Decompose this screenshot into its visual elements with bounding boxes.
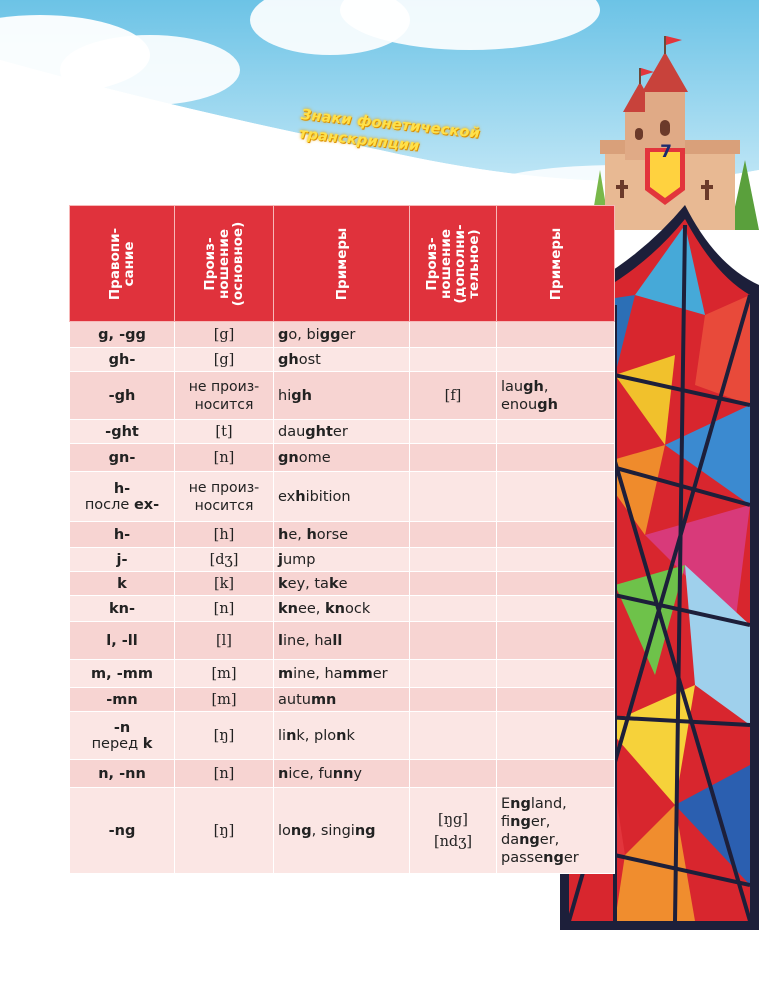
pronunciation-cell bbox=[175, 444, 274, 472]
example-text: orse bbox=[316, 526, 349, 543]
example-text: er bbox=[563, 849, 579, 866]
highlighted-letters: m bbox=[278, 665, 294, 682]
example-text: passe bbox=[501, 849, 544, 866]
pronunciation-cell bbox=[175, 622, 274, 660]
header-spelling: Правопи- сание bbox=[70, 206, 175, 322]
example-text: autu bbox=[278, 691, 311, 708]
pronunciation-additional-cell bbox=[410, 572, 497, 596]
highlighted-letters: n bbox=[286, 727, 297, 744]
examples-cell bbox=[274, 420, 410, 444]
table-row bbox=[70, 660, 615, 688]
pronunciation-cell bbox=[175, 472, 274, 522]
example-line bbox=[501, 832, 559, 848]
example-line bbox=[501, 379, 548, 395]
spelling-cell bbox=[70, 348, 175, 372]
examples-cell bbox=[274, 522, 410, 548]
cell-line: [g] bbox=[213, 326, 235, 343]
spelling-cell bbox=[70, 420, 175, 444]
spelling-context: перед bbox=[91, 735, 143, 752]
spelling-cell bbox=[70, 444, 175, 472]
spelling-cell bbox=[70, 572, 175, 596]
highlighted-letters: ng bbox=[510, 795, 531, 812]
examples-additional-cell bbox=[497, 522, 615, 548]
examples-cell bbox=[274, 548, 410, 572]
pronunciation-additional-cell bbox=[410, 788, 497, 874]
section-title: Знаки фонетической транскрипции bbox=[298, 107, 481, 155]
cell-line: не произ- bbox=[188, 479, 260, 496]
example-text: e bbox=[338, 575, 348, 592]
example-text: lo bbox=[278, 822, 291, 839]
table-row bbox=[70, 622, 615, 660]
highlighted-letters: kn bbox=[278, 600, 298, 617]
pronunciation-cell bbox=[175, 660, 274, 688]
spelling-letters: gh- bbox=[108, 351, 136, 368]
example-line bbox=[501, 397, 558, 413]
cell-line: [ndʒ] bbox=[433, 833, 473, 850]
examples-cell bbox=[274, 472, 410, 522]
example-text: er bbox=[372, 665, 388, 682]
pronunciation-cell bbox=[175, 788, 274, 874]
examples-additional-cell bbox=[497, 596, 615, 622]
pronunciation-cell bbox=[175, 712, 274, 760]
examples-additional-cell bbox=[497, 788, 615, 874]
cell-line: [n] bbox=[213, 600, 235, 617]
spelling-letters: l, -ll bbox=[106, 632, 138, 649]
example-line bbox=[501, 814, 550, 830]
header-pronunciation-main: Произ- ношение (основное) bbox=[175, 206, 274, 322]
table-row bbox=[70, 372, 615, 420]
spelling-letters: n, -nn bbox=[98, 765, 146, 782]
example-text: ex bbox=[278, 488, 296, 505]
table-row bbox=[70, 420, 615, 444]
highlighted-letters: h bbox=[278, 526, 289, 543]
spelling-letters: -ght bbox=[105, 423, 139, 440]
spelling-cell bbox=[70, 760, 175, 788]
spelling-letters: ex- bbox=[133, 496, 160, 513]
spelling-cell bbox=[70, 596, 175, 622]
cell-line: [g] bbox=[213, 351, 235, 368]
spelling-cell bbox=[70, 522, 175, 548]
cell-line: [ŋ] bbox=[213, 822, 235, 839]
pronunciation-additional-cell bbox=[410, 688, 497, 712]
table-row bbox=[70, 548, 615, 572]
example-text: er, bbox=[530, 813, 551, 830]
spelling-letters: -mn bbox=[106, 691, 138, 708]
table-row bbox=[70, 572, 615, 596]
cell-line: [h] bbox=[213, 526, 235, 543]
examples-cell bbox=[274, 688, 410, 712]
examples-additional-cell bbox=[497, 472, 615, 522]
highlighted-letters: k bbox=[328, 575, 339, 592]
transcription-table bbox=[69, 205, 615, 874]
examples-additional-cell bbox=[497, 322, 615, 348]
spelling-cell bbox=[70, 788, 175, 874]
example-text: ine, ha bbox=[282, 632, 333, 649]
pronunciation-cell bbox=[175, 548, 274, 572]
example-text: E bbox=[501, 795, 511, 812]
example-line bbox=[501, 850, 579, 866]
spelling-letters: k bbox=[117, 575, 127, 592]
cell-line: [t] bbox=[215, 423, 233, 440]
example-text: k bbox=[346, 727, 355, 744]
pronunciation-cell bbox=[175, 420, 274, 444]
highlighted-letters: n bbox=[336, 727, 347, 744]
pronunciation-additional-cell bbox=[410, 322, 497, 348]
pronunciation-additional-cell bbox=[410, 712, 497, 760]
cell-line: [ŋ] bbox=[213, 727, 235, 744]
example-text: ock bbox=[345, 600, 371, 617]
table-row bbox=[70, 760, 615, 788]
examples-additional-cell bbox=[497, 712, 615, 760]
table-row bbox=[70, 444, 615, 472]
spelling-cell bbox=[70, 548, 175, 572]
castle-illustration bbox=[590, 20, 759, 230]
highlighted-letters: ng bbox=[543, 849, 564, 866]
example-text: da bbox=[501, 831, 520, 848]
pronunciation-additional-cell bbox=[410, 444, 497, 472]
spelling-letters: m, -mm bbox=[91, 665, 153, 682]
spelling-cell bbox=[70, 372, 175, 420]
pronunciation-cell bbox=[175, 522, 274, 548]
table-row bbox=[70, 688, 615, 712]
example-text: er bbox=[332, 423, 348, 440]
header-examples-additional: Примеры bbox=[497, 206, 615, 322]
page-number: 7 bbox=[660, 142, 672, 162]
phonetic-transcription-table bbox=[69, 205, 614, 893]
table-row bbox=[70, 472, 615, 522]
highlighted-letters: ng bbox=[519, 831, 540, 848]
spelling-letters: h- bbox=[113, 480, 131, 497]
cell-line: [f] bbox=[444, 387, 462, 404]
example-text: ice, fu bbox=[288, 765, 333, 782]
example-text: ey, ta bbox=[287, 575, 329, 592]
spelling-cell bbox=[70, 622, 175, 660]
examples-cell bbox=[274, 372, 410, 420]
highlighted-letters: nn bbox=[332, 765, 354, 782]
cell-line: [l] bbox=[216, 632, 232, 649]
pronunciation-additional-cell bbox=[410, 596, 497, 622]
example-text: ine, ha bbox=[293, 665, 343, 682]
examples-cell bbox=[274, 444, 410, 472]
examples-cell bbox=[274, 348, 410, 372]
cell-line: [n] bbox=[213, 765, 235, 782]
pronunciation-cell bbox=[175, 760, 274, 788]
highlighted-letters: g bbox=[278, 326, 289, 343]
example-text: er bbox=[340, 326, 356, 343]
pronunciation-cell bbox=[175, 348, 274, 372]
example-text: ome bbox=[298, 449, 331, 466]
spelling-context: после bbox=[84, 496, 134, 513]
examples-additional-cell bbox=[497, 420, 615, 444]
highlighted-letters: gh bbox=[291, 387, 312, 404]
table-row bbox=[70, 788, 615, 874]
highlighted-letters: ll bbox=[332, 632, 343, 649]
cell-line: не произ- bbox=[188, 378, 260, 395]
pronunciation-cell bbox=[175, 688, 274, 712]
pronunciation-cell bbox=[175, 572, 274, 596]
table-row bbox=[70, 596, 615, 622]
spelling-cell bbox=[70, 712, 175, 760]
header-examples: Примеры bbox=[274, 206, 410, 322]
examples-additional-cell bbox=[497, 688, 615, 712]
cell-line: [k] bbox=[213, 575, 235, 592]
examples-additional-cell bbox=[497, 548, 615, 572]
highlighted-letters: mn bbox=[310, 691, 337, 708]
cell-line: [n] bbox=[213, 449, 235, 466]
example-text: ee, bbox=[297, 600, 326, 617]
example-text: ump bbox=[282, 551, 316, 568]
pronunciation-additional-cell bbox=[410, 622, 497, 660]
example-text: hi bbox=[278, 387, 292, 404]
examples-additional-cell bbox=[497, 348, 615, 372]
spelling-letters: -ng bbox=[108, 822, 136, 839]
cell-line: [m] bbox=[211, 665, 237, 682]
highlighted-letters: gn bbox=[278, 449, 299, 466]
highlighted-letters: ng bbox=[290, 822, 312, 839]
example-text: , bbox=[543, 378, 549, 395]
examples-additional-cell bbox=[497, 760, 615, 788]
examples-cell bbox=[274, 660, 410, 688]
pronunciation-cell bbox=[175, 596, 274, 622]
highlighted-letters: gh bbox=[537, 396, 558, 413]
pronunciation-cell bbox=[175, 372, 274, 420]
spelling-letters: -gh bbox=[108, 387, 136, 404]
highlighted-letters: l bbox=[278, 632, 283, 649]
highlighted-letters: gh bbox=[278, 351, 299, 368]
example-line bbox=[501, 796, 567, 812]
pronunciation-additional-cell bbox=[410, 660, 497, 688]
example-text: fi bbox=[501, 813, 511, 830]
examples-cell bbox=[274, 596, 410, 622]
spelling-cell bbox=[70, 688, 175, 712]
examples-cell bbox=[274, 760, 410, 788]
table-row bbox=[70, 522, 615, 548]
example-text: dau bbox=[278, 423, 306, 440]
spelling-letters: gn- bbox=[108, 449, 136, 466]
cell-line: [m] bbox=[211, 691, 237, 708]
pronunciation-additional-cell bbox=[410, 522, 497, 548]
spelling-cell bbox=[70, 660, 175, 688]
example-text: o, bi bbox=[288, 326, 320, 343]
cell-line: [dʒ] bbox=[209, 551, 239, 568]
pronunciation-additional-cell bbox=[410, 348, 497, 372]
examples-cell bbox=[274, 622, 410, 660]
cell-line: [ŋg] bbox=[438, 811, 468, 828]
example-text: ost bbox=[298, 351, 321, 368]
examples-cell bbox=[274, 788, 410, 874]
spelling-letters: g, -gg bbox=[98, 326, 146, 343]
table-row bbox=[70, 348, 615, 372]
examples-additional-cell bbox=[497, 372, 615, 420]
spelling-letters: j- bbox=[116, 551, 128, 568]
examples-additional-cell bbox=[497, 444, 615, 472]
pronunciation-additional-cell bbox=[410, 420, 497, 444]
spelling-cell bbox=[70, 472, 175, 522]
example-text: y bbox=[353, 765, 363, 782]
examples-cell bbox=[274, 572, 410, 596]
header-pronunciation-additional: Произ- ношение (дополни- тельное) bbox=[410, 206, 497, 322]
pronunciation-additional-cell bbox=[410, 372, 497, 420]
spelling-letters: kn- bbox=[109, 600, 135, 617]
pronunciation-additional-cell bbox=[410, 548, 497, 572]
example-text: land, bbox=[530, 795, 567, 812]
highlighted-letters: h bbox=[306, 526, 317, 543]
spelling-letters: k bbox=[142, 735, 153, 752]
spelling-cell bbox=[70, 322, 175, 348]
spelling-letters: h- bbox=[113, 526, 131, 543]
highlighted-letters: j bbox=[278, 551, 283, 568]
highlighted-letters: ght bbox=[305, 423, 333, 440]
example-text: li bbox=[278, 727, 287, 744]
examples-cell bbox=[274, 712, 410, 760]
pronunciation-additional-cell bbox=[410, 472, 497, 522]
examples-additional-cell bbox=[497, 660, 615, 688]
examples-additional-cell bbox=[497, 572, 615, 596]
pronunciation-cell bbox=[175, 322, 274, 348]
spelling-letters: -n bbox=[113, 719, 131, 736]
example-text: lau bbox=[501, 378, 524, 395]
highlighted-letters: h bbox=[295, 488, 306, 505]
example-text: er, bbox=[539, 831, 560, 848]
example-text: k, plo bbox=[296, 727, 337, 744]
highlighted-letters: gh bbox=[523, 378, 544, 395]
highlighted-letters: ng bbox=[354, 822, 376, 839]
examples-additional-cell bbox=[497, 622, 615, 660]
table-row bbox=[70, 322, 615, 348]
highlighted-letters: k bbox=[278, 575, 288, 592]
highlighted-letters: n bbox=[278, 765, 289, 782]
highlighted-letters: mm bbox=[342, 665, 373, 682]
highlighted-letters: gg bbox=[319, 326, 341, 343]
examples-cell bbox=[274, 322, 410, 348]
cell-line: носится bbox=[194, 396, 254, 413]
example-text: ibition bbox=[305, 488, 351, 505]
pronunciation-additional-cell bbox=[410, 760, 497, 788]
highlighted-letters: kn bbox=[325, 600, 345, 617]
example-text: e, bbox=[288, 526, 307, 543]
example-text: , singi bbox=[311, 822, 355, 839]
table-row bbox=[70, 712, 615, 760]
table-header-row bbox=[70, 206, 615, 322]
example-text: enou bbox=[501, 396, 538, 413]
cell-line: носится bbox=[194, 497, 254, 514]
highlighted-letters: ng bbox=[510, 813, 531, 830]
